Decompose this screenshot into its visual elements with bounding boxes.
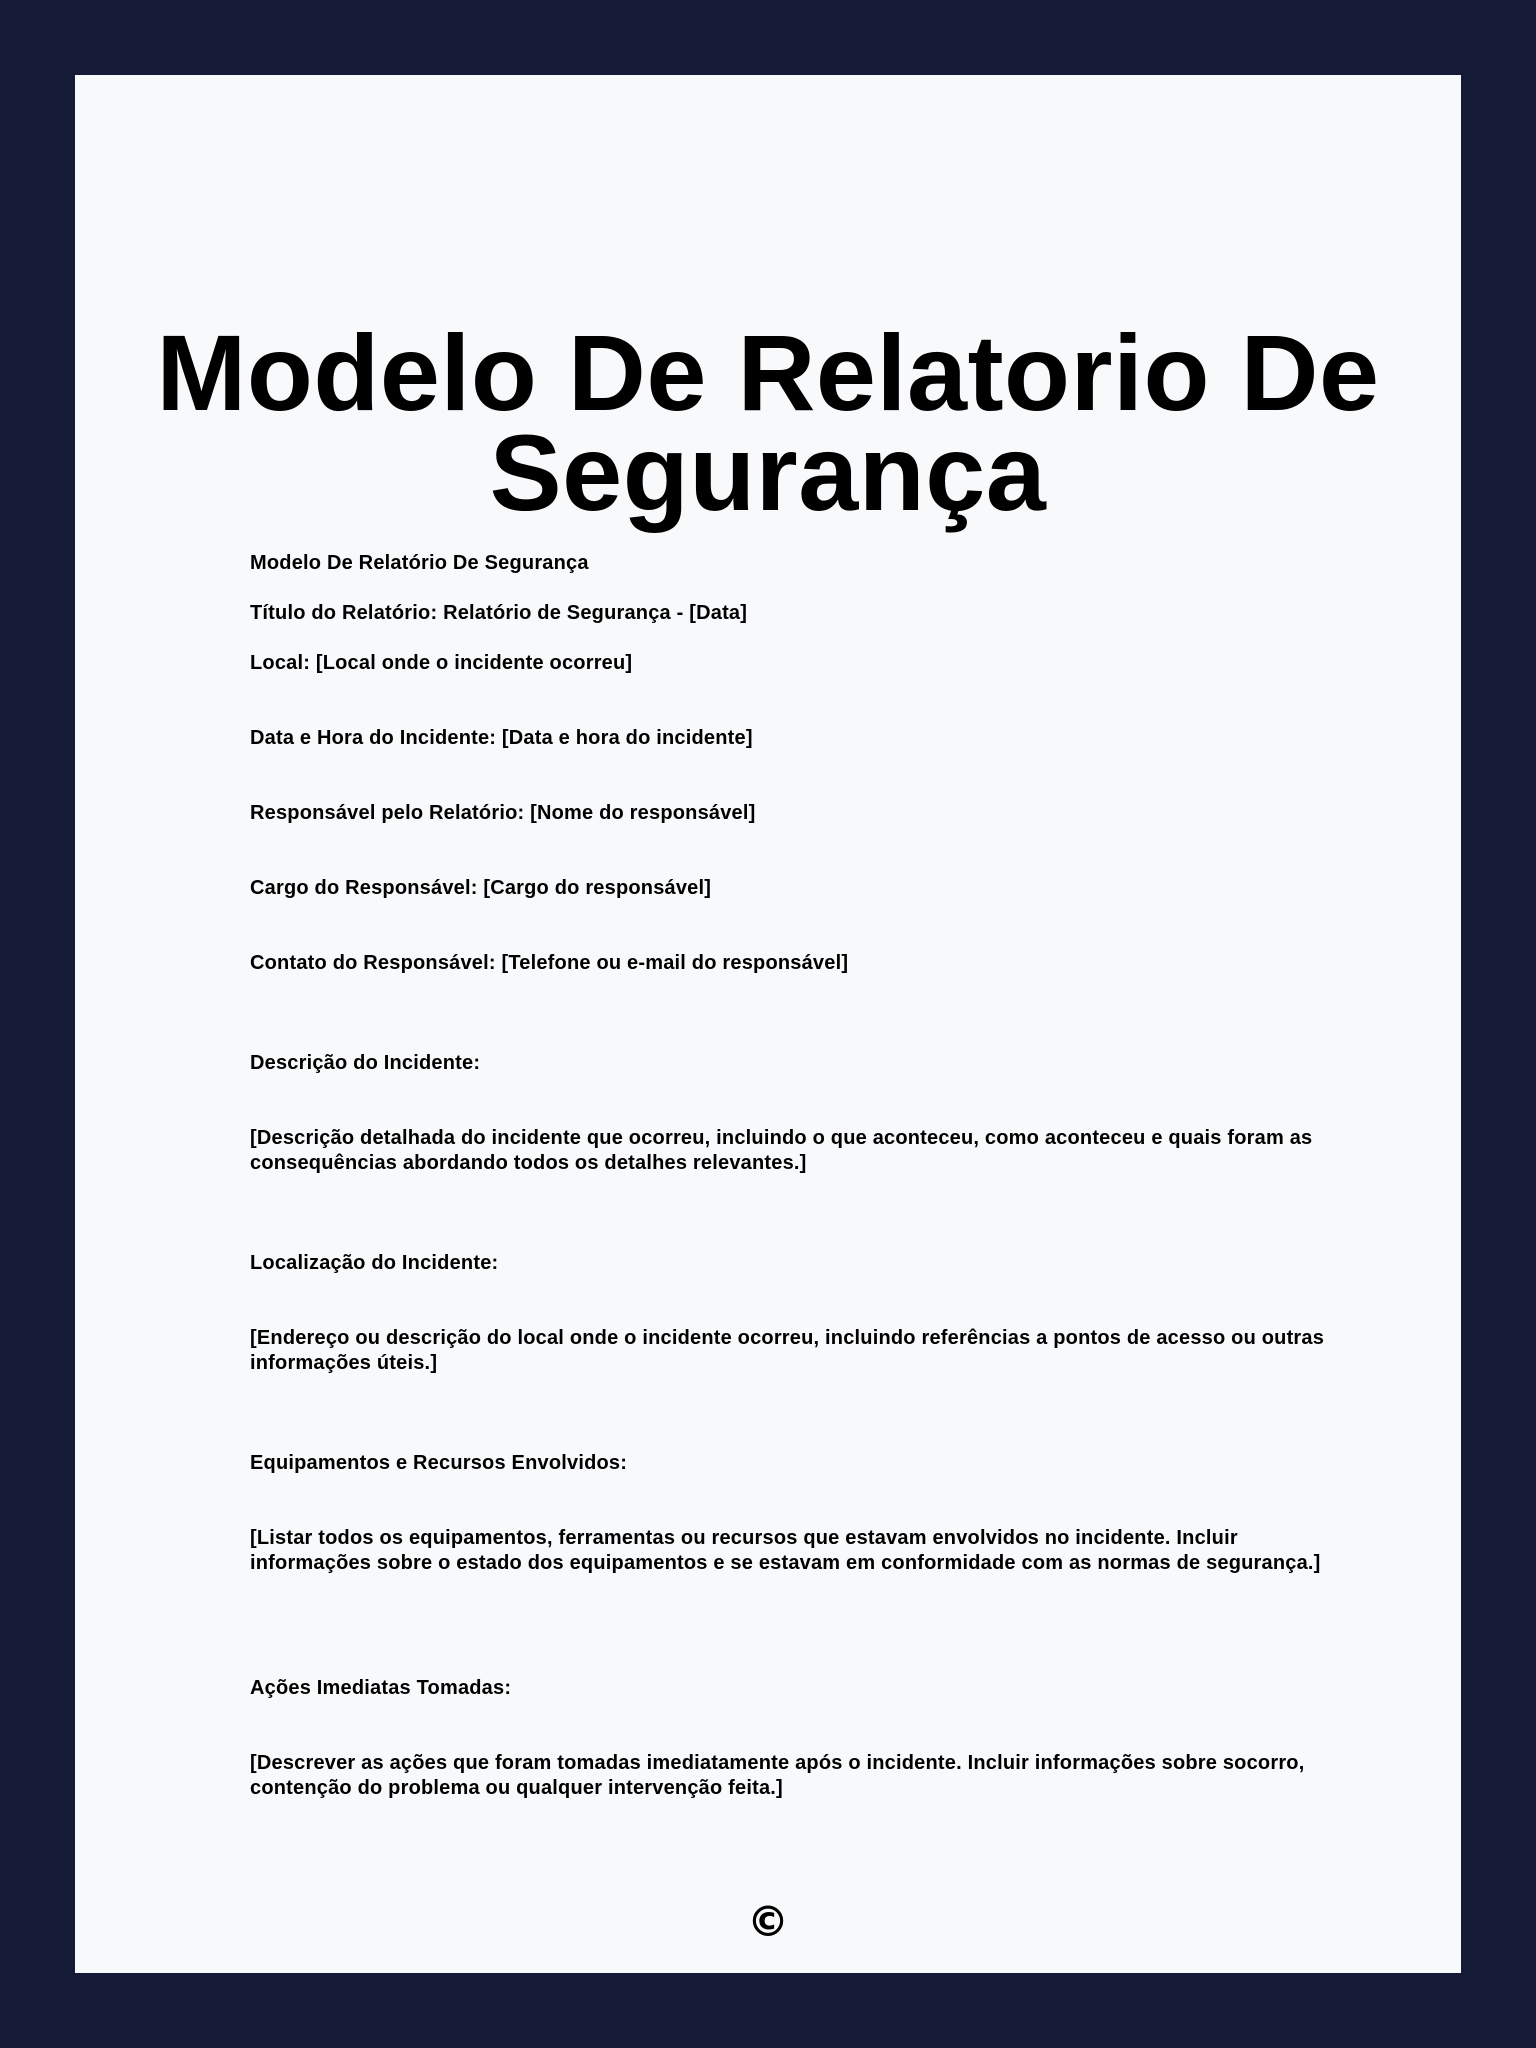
doc-heading: Modelo De Relatório De Segurança xyxy=(250,552,589,574)
actions-heading: Ações Imediatas Tomadas: xyxy=(250,1677,512,1699)
role-line: Cargo do Responsável: [Cargo do responsável] xyxy=(250,877,712,899)
localization-heading: Localização do Incidente: xyxy=(250,1252,499,1274)
description-body: [Descrição detalhada do incidente que ocorreu, incluindo o que aconteceu, como aconteceu e quais foram as consequências abordando todos os detalhes relevantes.] xyxy=(250,1127,1313,1174)
document-title: Modelo De Relatorio De Segurança xyxy=(156,312,1380,533)
equipment-heading: Equipamentos e Recursos Envolvidos: xyxy=(250,1452,628,1474)
localization-body: [Endereço ou descrição do local onde o incidente ocorreu, incluindo referências a pontos de acesso ou outras informações úteis.] xyxy=(250,1327,1325,1374)
actions-body: [Descrever as ações que foram tomadas imediatamente após o incidente. Incluir informações sobre socorro, contenção do problema ou qualquer intervenção feita.] xyxy=(250,1752,1305,1799)
equipment-body: [Listar todos os equipamentos, ferramentas ou recursos que estavam envolvidos no incidente. Incluir informações sobre o estado dos equipamentos e se estavam em conformidade com as normas de segurança.] xyxy=(250,1527,1321,1574)
report-title-line: Título do Relatório: Relatório de Segurança - [Data] xyxy=(250,602,748,624)
responsible-line: Responsável pelo Relatório: [Nome do responsável] xyxy=(250,802,756,824)
copyright-icon: © xyxy=(747,1897,789,1946)
description-heading: Descrição do Incidente: xyxy=(250,1052,481,1074)
contact-line: Contato do Responsável: [Telefone ou e-mail do responsável] xyxy=(250,952,849,974)
document-page xyxy=(75,75,1461,1973)
location-line: Local: [Local onde o incidente ocorreu] xyxy=(250,652,633,674)
datetime-line: Data e Hora do Incidente: [Data e hora do incidente] xyxy=(250,727,753,749)
